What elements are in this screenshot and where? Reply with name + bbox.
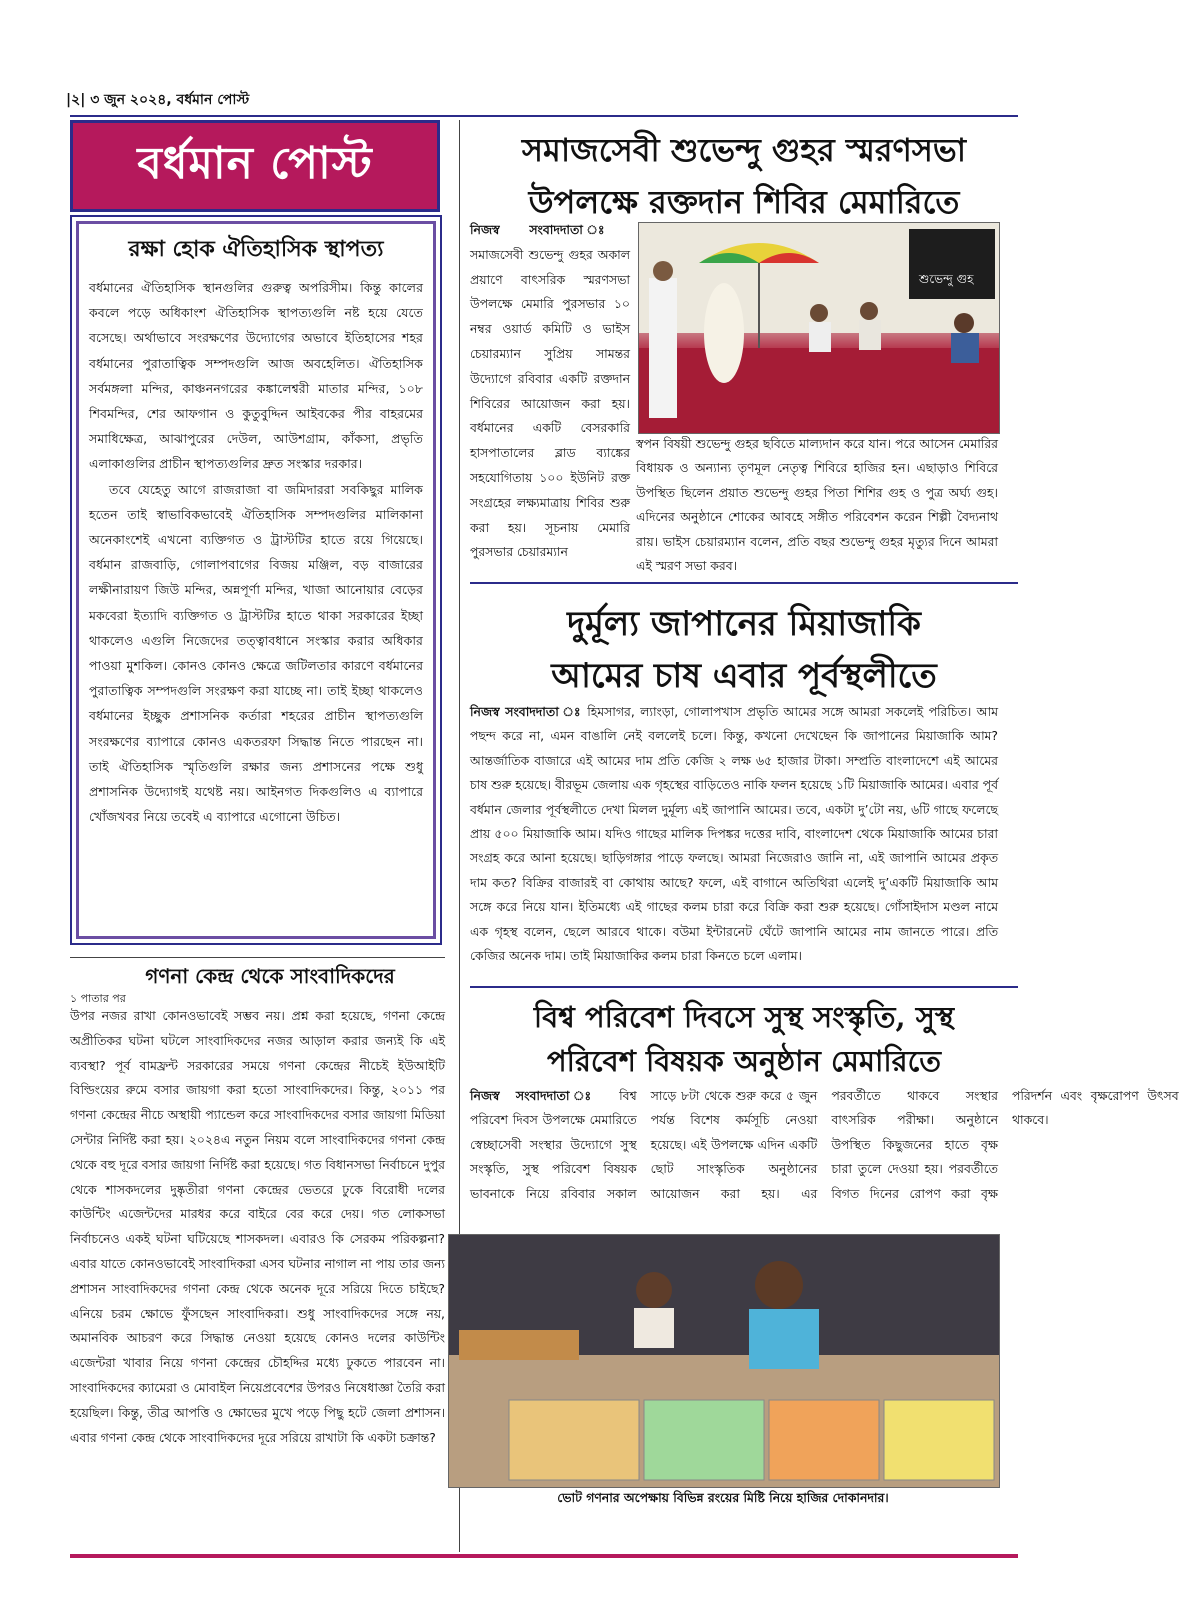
editorial-para: বর্ধমানের ঐতিহাসিক স্থানগুলির গুরুত্ব অপরিসীম। কিন্তু কালের কবলে পড়ে অধিকাংশ ঐতিহাসিক স্থাপত্যগুলি নষ্ট হয়ে যেতে বসেছে। অর্থাভাবে সংরক্ষণের উদ্যোগের অভাবে ইতিহাসের শহর বর্ধমানের পুরাতাত্বিক সম্পদগুলি আজ অবহেলিত। ঐতিহাসিক সর্বমঙ্গলা মন্দির, কাঞ্চননগরের কঙ্কালেশ্বরী মাতার মন্দির, ১০৮ শিবমন্দির, শের আফগান ও কুতুবুদ্দিন আইবকের পীর বাহরমের সমাধিক্ষেত্র, আঝাপুরের দেউল, আউশগ্রাম, কাঁকসা, প্রভৃতি এলাকাগুলির প্রাচীন স্থাপত্যগুলির দ্রুত সংস্কার দরকার। (89, 280, 423, 472)
article1-headline (470, 124, 1018, 228)
photo-caption: ভোট গণনার অপেক্ষায় বিভিন্ন রংয়ের মিষ্টি নিয়ে হাজির দোকানদার। (557, 1490, 889, 1505)
editorial-body (89, 275, 423, 829)
masthead: বর্ধমান পোস্ট (70, 120, 440, 212)
headline-line: সমাজসেবী শুভেন্দু গুহর স্মরণসভা (521, 131, 967, 169)
byline: নিজস্ব সংবাদদাতা ঃ (470, 1088, 604, 1103)
article3-headline (470, 995, 1018, 1083)
sweets-shop-photo (448, 1234, 1000, 1488)
editorial-box (70, 215, 442, 945)
byline: নিজস্ব সংবাদদাতা ঃ (470, 704, 582, 719)
photo-illustration (449, 1235, 999, 1487)
headline-line: আমের চাষ এবার পূর্বস্থলীতে (551, 656, 937, 696)
divider (70, 957, 445, 958)
blood-camp-photo (638, 222, 1000, 434)
headline-line: পরিবেশ বিষয়ক অনুষ্ঠান মেমারিতে (546, 1044, 942, 1078)
article2-text: হিমসাগর, ল্যাংড়া, গোলাপখাস প্রভৃতি আমের সঙ্গে আমরা সকলেই পরিচিত। আম পছন্দ করে না, এমন বাঙালি নেই বললেই চলে। কিন্তু, কখনো দেখেছেন কি জাপানের মিয়াজাকি আম? আন্তর্জাতিক বাজারে এই আমের দাম প্রতি কেজি ২ লক্ষ ৬৫ হাজার টাকা। সম্প্রতি বাংলাদেশে এই আমের চাষ শুরু হয়েছে। বীরভূম জেলায় এক গৃহস্থের বাড়িতেও নাকি ফলন হয়েছে ১টি মিয়াজাকি আমের। এবার পূর্ব বর্ধমান জেলার পূর্বস্থলীতে দেখা মিলল দুর্মূল্য এই জাপানি আমের। তবে, একটা দু’টো নয়, ৬টি গাছে ফলেছে প্রায় ৫০০ মিয়াজাকি আম। যদিও গাছের মালিক দিপঙ্কর দত্তের দাবি, বাংলাদেশ থেকে মিয়াজাকি আমের চারা সংগ্রহ করে আনা হয়েছে। ছাড়িগঙ্গার পাড়ে ফলছে। আমরা নিজেরাও জানি না, এই জাপানি আমের প্রকৃত দাম কত? বিক্রির বাজারই বা কোথায় আছে? ফলে, এই বাগানে অতিথিরা এলেই দু’একটি মিয়াজাকি আম সঙ্গে করে নিয়ে যান। ইতিমধ্যে এই গাছের কলম চারা করে বিক্রি করা শুরু হয়েছে। গোঁসাইদাস মণ্ডল নামে এক গৃহস্থ বলেন, ছেলে আরবে থাকে। বউমা ইন্টারনেট ঘেঁটে জাপানি আমের নাম জানতে পারে। প্রতি কেজির অনেক দাম। তাই মিয়াজাকির কলম চারা কিনতে চলে এলাম। (470, 704, 998, 964)
section-rule (470, 582, 1018, 584)
gonona-body: উপর নজর রাখা কোনওভাবেই সম্ভব নয়। প্রশ্ন করা হয়েছে, গণনা কেন্দ্রে অপ্রীতিকর ঘটনা ঘটলে সাংবাদিকদের নজর আড়াল করার জন্যই কি এই ব্যবস্থা? পূর্ব বামফ্রন্ট সরকারের সময়ে গণনা কেন্দ্রের নীচেই ইউআইটি বিল্ডিংয়ের রুমে বসার জায়গা করা হতো সাংবাদিকদের। কিন্তু, ২০১১ পর গণনা কেন্দ্রের নীচে অস্থায়ী প্যান্ডেল করে সাংবাদিকদের বসার জায়গা মিডিয়া সেন্টার নির্দিষ্ট করা হয়। ২০২৪এ নতুন নিয়ম বলে সাংবাদিকদের গণনা কেন্দ্র থেকে বহু দূরে বসার জায়গা নির্দিষ্ট করা হয়েছে। গত বিধানসভা নির্বাচনে দুপুর থেকে শাসকদলের দুষ্কৃতীরা গণনা কেন্দ্রের ভেতরে ঢুকে বিরোধী দলের কাউন্টিং এজেন্টদের মারধর করে বাইরে বের করে দেয়। গত লোকসভা নির্বাচনেও একই ঘটনা ঘটিয়েছে শাসকদল। এবারও কি সেরকম পরিকল্পনা? এবার যাতে কোনওভাবেই সাংবাদিকরা এসব ঘটনার নাগাল না পায় তার জন্য প্রশাসন সাংবাদিকদের গণনা কেন্দ্র থেকে অনেক দূরে সরিয়ে দিতে চাইছে? এনিয়ে চরম ক্ষোভে ফুঁসছেন সাংবাদিকরা। শুধু সাংবাদিকদের সঙ্গে নয়, অমানবিক আচরণ করে সিদ্ধান্ত নেওয়া হয়েছে কোনও দলের কাউন্টিং এজেন্টরা খাবার নিয়ে গণনা কেন্দ্রের চৌহদ্দির মধ্যে ঢুকতে পারবেন না। সাংবাদিকদের ক্যামেরা ও মোবাইল নিয়েপ্রবেশের উপরও নিষেধাজ্ঞা তৈরি করা হয়েছিল। কিন্তু, তীব্র আপত্তি ও ক্ষোভের মুখে পড়ে পিছু হটে জেলা প্রশাসন। এবার গণনা কেন্দ্র থেকে সাংবাদিকদের দূরে সরিয়ে রাখাটা কি একটা চক্রান্ত? (70, 1008, 445, 1445)
article2-headline (470, 598, 1018, 702)
article3-body (470, 1084, 1179, 1228)
photo-illustration (639, 223, 999, 433)
continued-ref: ১ পাতার পর (70, 992, 126, 1005)
bottom-rule (70, 1554, 1018, 1558)
headline-line: উপলক্ষে রক্তদান শিবির মেমারিতে (528, 183, 960, 221)
byline: নিজস্ব সংবাদদাতা ঃ (470, 222, 630, 237)
headline-line: দুর্মূল্য জাপানের মিয়াজাকি (567, 604, 921, 644)
banner-text: শুভেন্দু গুহ (919, 272, 974, 286)
article2-body (470, 700, 998, 968)
article1-text-right: স্বপন বিষয়ী শুভেন্দু গুহর ছবিতে মাল্যদান করে যান। পরে আসেন মেমারির বিধায়ক ও অন্যান্য তৃণমূল নেতৃত্ব শিবিরে হাজির হন। এছাড়াও শিবিরে উপস্থিত ছিলেন প্রয়াত শুভেন্দু গুহর পিতা শিশির গুহ ও পুত্র অর্ঘ্য গুহ। এদিনের অনুষ্ঠানে শোকের আবহে সঙ্গীত পরিবেশন করেন শিল্পী বৈদ্যনাথ রায়। ভাইস চেয়ারম্যান বলেন, প্রতি বছর শুভেন্দু গুহর মৃত্যুর দিনে আমরা এই স্মরণ সভা করব। (636, 436, 998, 574)
article1-text-left (470, 218, 630, 565)
headline-line: বিশ্ব পরিবেশ দিবসে সুস্থ সংস্কৃতি, সুস্থ (533, 1000, 955, 1034)
editorial-para: তবে যেহেতু আগে রাজরাজা বা জমিদাররা সবকিছুর মালিক হতেন তাই স্বাভাবিকভাবেই ঐতিহাসিক সম্পদগুলির মালিকানা অনেকাংশেই এখনো ব্যক্তিগত ও ট্রাস্টটির হাতে রয়ে গিয়েছে। বর্ধমান রাজবাড়ি, গোলাপবাগের বিজয় মঞ্জিল, বড় বাজারের লক্ষীনারায়ণ জিউ মন্দির, অন্নপূর্ণা মন্দির, খাজা আনোয়ার বেড়ের মকবেরা ইত্যাদি ব্যক্তিগত ও ট্রাস্টটির হাতে থাকা সরকারের ইচ্ছা থাকলেও এগুলি নিজেদের তত্ত্বাবধানে সংস্কার করার অধিকার পাওয়া মুশকিল। কোনও কোনও ক্ষেত্রে জটিলতার কারণে বর্ধমানের পুরাতাত্বিক সম্পদগুলি সংরক্ষণ করা যাচ্ছে না। তাই ইচ্ছা থাকলেও বর্ধমানের ইচ্ছুক প্রশাসনিক কর্তারা শহরের প্রাচীন স্থাপত্যগুলি সংরক্ষণের ব্যাপারে কোনও একতরফা সিদ্ধান্ত নিতে পারছেন না। তাই ঐতিহাসিক স্মৃতিগুলি রক্ষার জন্য প্রশাসনের পক্ষে শুধু প্রশাসনিক উদ্যোগই যথেষ্ট নয়। আইনগত দিকগুলিও এ ব্যাপারে খোঁজখবর নিয়ে তবেই এ ব্যাপারে এগোনো উচিত। (89, 481, 423, 825)
top-rule (70, 115, 1018, 117)
section-rule (470, 986, 1018, 988)
gonona-title: গণনা কেন্দ্র থেকে সাংবাদিকদের (145, 964, 395, 988)
editorial-title: রক্ষা হোক ঐতিহাসিক স্থাপত্য (128, 236, 384, 262)
article1-left-text: সমাজসেবী শুভেন্দু গুহর অকাল প্রয়াণে বাৎসরিক স্মরণসভা উপলক্ষে মেমারি পুরসভার ১০ নম্বর ওয়ার্ড কমিটি ও ভাইস চেয়ারম্যান সুপ্রিয় সামন্তর উদ্যোগে রবিবার একটি রক্তদান শিবিরের আয়োজন করা হয়। বর্ধমানের একটি বেসরকারি হাসপাতালের ব্লাড ব্যাঙ্কের সহযোগিতায় ১০০ ইউনিট রক্ত সংগ্রহের লক্ষ্যমাত্রায় শিবির শুরু করা হয়। সূচনায় মেমারি পুরসভার চেয়ারম্যান (470, 246, 630, 560)
page-header: |২| ৩ জুন ২০২৪, বর্ধমান পোস্ট (66, 92, 250, 108)
article3-text: বিশ্ব পরিবেশ দিবস উপলক্ষে মেমারিতে স্বেচ্ছাসেবী সংস্থার উদ্যোগে সুস্থ সংস্কৃতি, সুস্থ পরিবেশ বিষয়ক ভাবনাকে নিয়ে রবিবার সকাল সাড়ে ৮টা থেকে শুরু করে ৫ জুন পর্যন্ত বিশেষ কর্মসূচি নেওয়া হয়েছে। এই উপলক্ষে এদিন একটি ছোট সাংস্কৃতিক অনুষ্ঠানের আয়োজন করা হয়। এর পরবর্তীতে থাকবে সংস্থার বাৎসরিক পরীক্ষা। অনুষ্ঠানে উপস্থিত কিছুজনের হাতে বৃক্ষ চারা তুলে দেওয়া হয়। পরবর্তীতে বিগত দিনের রোপণ করা বৃক্ষ পরিদর্শন এবং বৃক্ষরোপণ উৎসব থাকবে। (470, 1088, 1179, 1201)
